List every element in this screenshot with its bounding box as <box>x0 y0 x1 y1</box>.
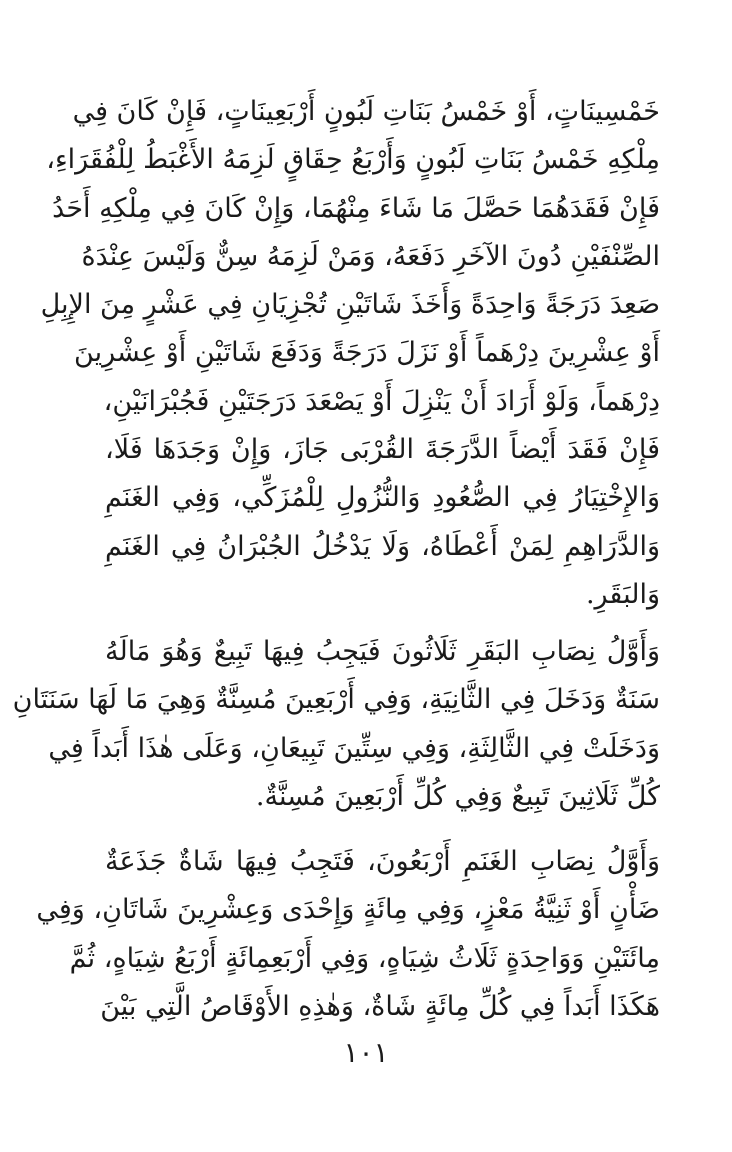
text-line: وَالدَّرَاهِمِ لِمَنْ أَعْطَاهُ، وَلَا يَدْخُلُ الجُبْرَانُ فِي الغَنَمِ <box>105 530 660 562</box>
text-line: صَعِدَ دَرَجَةً وَاحِدَةً وَأَخَذَ شَاتَيْنِ تُجْزِيَانِ فِي عَشْرٍ مِنَ الإِبِلِ <box>40 289 660 321</box>
text-line: هَكَذَا أَبَداً فِي كُلِّ مِائَةٍ شَاةٌ، وَهٰذِهِ الأَوْقَاصُ الَّتِي بَيْنَ <box>100 990 660 1022</box>
text-line: ضَأْنٍ أَوْ ثَنِيَّةُ مَعْزٍ، وَفِي مِائَةٍ وَإِحْدَى وَعِشْرِينَ شَاتَانِ، وَفِي <box>36 894 660 926</box>
text-line: دِرْهَماً، وَلَوْ أَرَادَ أَنْ يَنْزِلَ أَوْ يَصْعَدَ دَرَجَتَيْنِ فَجُبْرَانَيْنِ، <box>103 385 660 417</box>
page-number: ١٠١ <box>343 1036 389 1069</box>
text-line: كُلِّ ثَلَاثِينَ تَبِيعٌ وَفِي كُلِّ أَرْبَعِينَ مُسِنَّةٌ. <box>255 780 660 812</box>
text-line: خَمْسِينَاتٍ، أَوْ خَمْسُ بَنَاتِ لَبُونٍ أَرْبَعِينَاتٍ، فَإِنْ كَانَ فِي <box>72 96 660 127</box>
text-line: سَنَةٌ وَدَخَلَ فِي الثَّانِيَةِ، وَفِي أَرْبَعِينَ مُسِنَّةٌ وَهِيَ مَا لَهَا سَنَتَانِ <box>12 684 660 716</box>
text-line: أَوْ عِشْرِينَ دِرْهَماً أَوْ نَزَلَ دَرَجَةً وَدَفَعَ شَاتَيْنِ أَوْ عِشْرِينَ <box>74 337 660 369</box>
text-line: وَالإِخْتِيَارُ فِي الصُّعُودِ وَالنُّزُولِ لِلْمُزَكِّي، وَفِي الغَنَمِ <box>105 482 660 514</box>
paragraph-cattle-zakat <box>12 628 660 821</box>
paragraph-sheep-zakat <box>36 838 660 1031</box>
text-line: وَالبَقَرِ. <box>585 578 660 610</box>
text-line: الصِّنْفَيْنِ دُونَ الآخَرِ دَفَعَهُ، وَمَنْ لَزِمَهُ سِنٌّ وَلَيْسَ عِنْدَهُ <box>81 240 660 272</box>
text-line: وَأَوَّلُ نِصَابِ البَقَرِ ثَلَاثُونَ فَيَجِبُ فِيهَا تَبِيعٌ وَهُوَ مَالَهُ <box>105 636 660 667</box>
text-line: مِائَتَيْنِ وَوَاحِدَةٍ ثَلَاثُ شِيَاهٍ، وَفِي أَرْبَعِمِائَةٍ أَرْبَعُ شِيَاهٍ، ثُمَّ <box>69 942 660 974</box>
text-line: فَإِنْ فَقَدَ أَيْضاً الدَّرَجَةَ القُرْبَى جَازَ، وَإِنْ وَجَدَهَا فَلَا، <box>105 434 660 466</box>
text-line: وَأَوَّلُ نِصَابِ الغَنَمِ أَرْبَعُونَ، فَتَجِبُ فِيهَا شَاةٌ جَذَعَةٌ <box>105 846 660 877</box>
text-line: مِلْكِهِ خَمْسُ بَنَاتِ لَبُونٍ وَأَرْبَعُ حِقَاقٍ لَزِمَهُ الأَغْبَطُ لِلْفُقَرَاءِ، <box>46 144 660 176</box>
paragraph-camel-zakat <box>40 88 660 619</box>
text-line: وَدَخَلَتْ فِي الثَّالِثَةِ، وَفِي سِتِّينَ تَبِيعَانِ، وَعَلَى هٰذَا أَبَداً فِي <box>48 732 660 764</box>
text-line: فَإِنْ فَقَدَهُمَا حَصَّلَ مَا شَاءَ مِنْهُمَا، وَإِنْ كَانَ فِي مِلْكِهِ أَحَدُ <box>52 192 660 224</box>
